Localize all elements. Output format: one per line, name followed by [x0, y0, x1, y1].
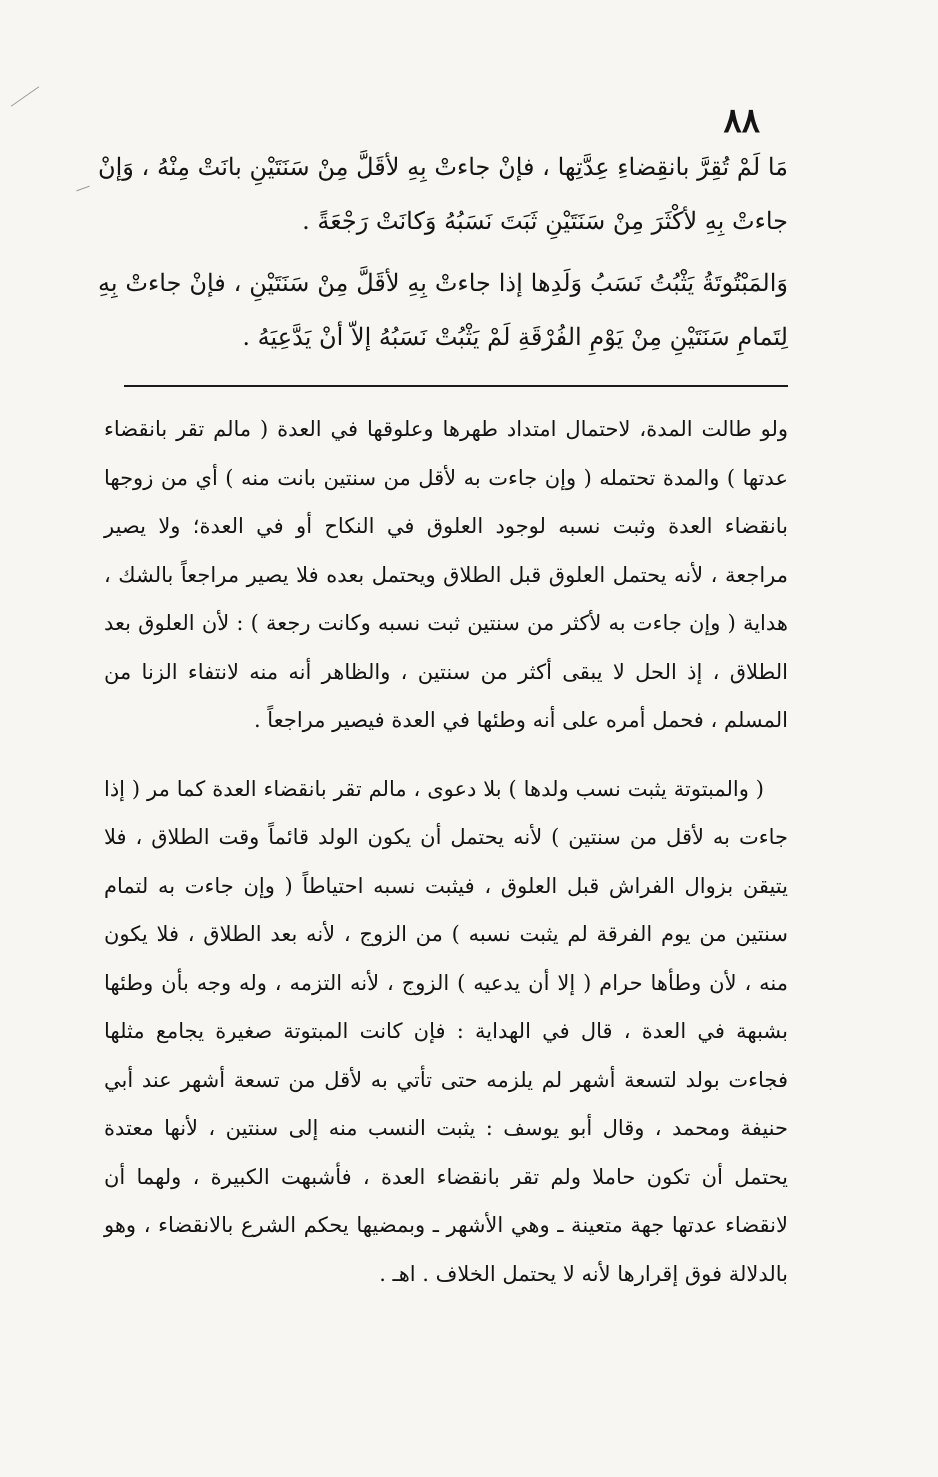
- main-text-paragraph: مَا لَمْ تُقِرَّ بانقِضاءِ عِدَّتِها ، فإنْ جاءتْ بِهِ لأقَلَّ مِنْ سَنَتَيْنِ بانَتْ مِنْهُ ، وَإنْ جاءتْ بِهِ لأكْثَرَ مِنْ سَنَتَيْنِ ثَبَتَ نَسَبُهُ وَكانَتْ رَجْعَةً .: [98, 153, 788, 235]
- footnote-divider: [124, 385, 788, 387]
- scan-mark: [11, 86, 39, 106]
- commentary-paragraph: ولو طالت المدة، لاحتمال امتداد طهرها وعلوقها في العدة ( مالم تقر بانقضاء عدتها ) والمدة تحتمله ( وإن جاءت به لأقل من سنتين بانت منه ) أي من زوجها بانقضاء العدة وثبت نسبه لوجود العلوق في النكاح أو في العدة؛ ولا يصير مراجعة ، لأنه يحتمل العلوق قبل الطلاق ويحتمل بعده فلا يصير مراجعاً بالشك ، هداية ( وإن جاءت به لأكثر من سنتين ثبت نسبه وكانت رجعة ) : لأن العلوق بعد الطلاق ، إذ الحل لا يبقى أكثر من سنتين ، والظاهر أنه منه لانتفاء الزنا من المسلم ، فحمل أمره على أنه وطئها في العدة فيصير مراجعاً .: [104, 417, 788, 732]
- main-text-paragraph: وَالمَبْتُوتَةُ يَثْبُتُ نَسَبُ وَلَدِها إذا جاءتْ بِهِ لأقَلَّ مِنْ سَنَتَيْنِ ، فإنْ جاءتْ بِهِ لِتَمامِ سَنَتَيْنِ مِنْ يَوْمِ الفُرْقَةِ لَمْ يَثْبُتْ نَسَبُهُ إلاّ أنْ يَدَّعِيَهُ .: [98, 269, 788, 351]
- scan-mark: [76, 186, 89, 192]
- page-number: ٨٨: [723, 101, 760, 141]
- commentary-text: [104, 405, 788, 1298]
- commentary-paragraph: ( والمبتوتة يثبت نسب ولدها ) بلا دعوى ، مالم تقر بانقضاء العدة كما مر ( إذا جاءت به لأقل من سنتين ) لأنه يحتمل أن يكون الولد قائماً وقت الطلاق ، فلا يتيقن بزوال الفراش قبل العلوق ، فيثبت نسبه احتياطاً ( وإن جاءت به لتمام سنتين من يوم الفرقة لم يثبت نسبه ) من الزوج ، لأنه بعد الطلاق ، فلا يكون منه ، لأن وطأها حرام ( إلا أن يدعيه ) الزوج ، لأنه التزمه ، وله وجه بأن وطئها بشبهة في العدة ، قال في الهداية : فإن كانت المبتوتة صغيرة يجامع مثلها فجاءت بولد لتسعة أشهر لم يلزمه حتى تأتي به لأقل من تسعة أشهر عند أبي حنيفة ومحمد ، وقال أبو يوسف : يثبت النسب منه إلى سنتين ، لأنها معتدة يحتمل أن تكون حاملا ولم تقر بانقضاء العدة ، فأشبهت الكبيرة ، ولهما أن لانقضاء عدتها جهة متعينة ـ وهي الأشهر ـ وبمضيها يحكم الشرع بالانقضاء ، وهو بالدلالة فوق إقرارها لأنه لا يحتمل الخلاف . اهـ .: [104, 776, 788, 1286]
- main-text: [98, 140, 788, 364]
